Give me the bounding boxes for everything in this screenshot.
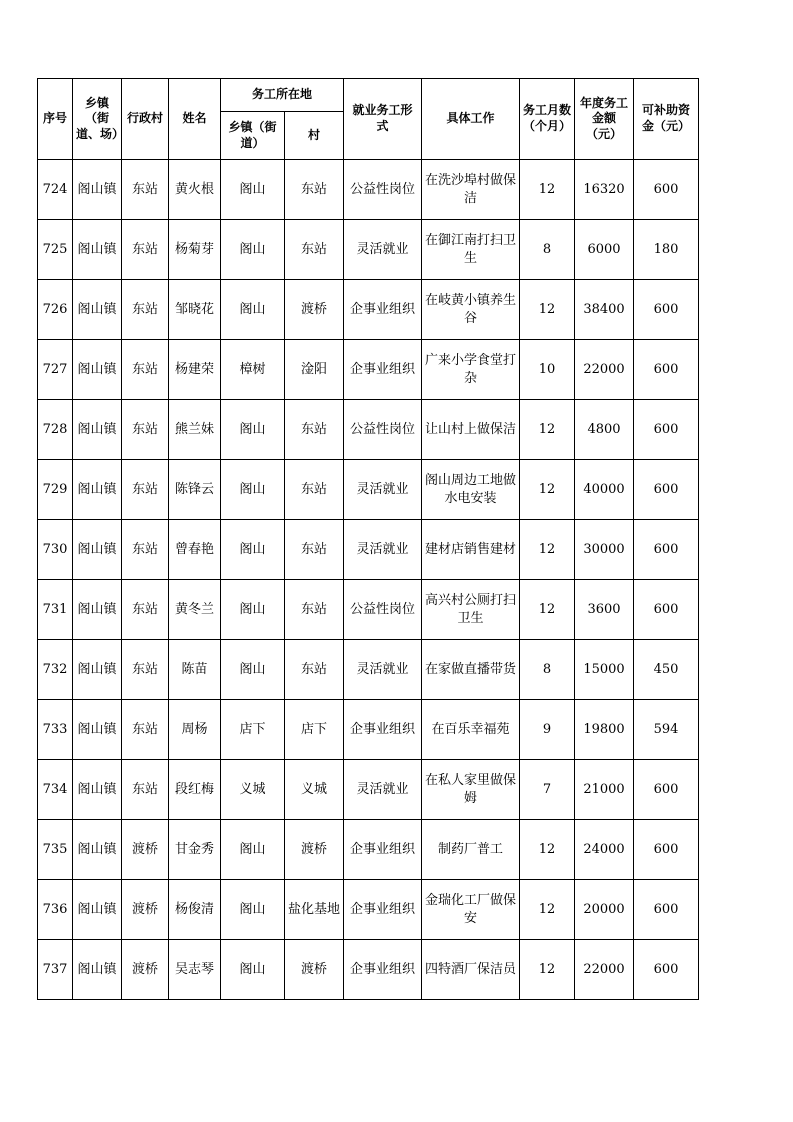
cell-seq: 732	[38, 640, 73, 700]
cell-months: 12	[520, 400, 575, 460]
cell-name: 陈锋云	[169, 460, 221, 520]
cell-annual-amount: 16320	[575, 160, 634, 220]
cell-work-township: 阁山	[221, 280, 285, 340]
cell-township: 阁山镇	[73, 700, 122, 760]
cell-job: 在御江南打扫卫生	[422, 220, 520, 280]
cell-subsidy: 600	[634, 400, 699, 460]
cell-work-township: 樟树	[221, 340, 285, 400]
cell-township: 阁山镇	[73, 580, 122, 640]
table-row	[38, 940, 699, 1000]
cell-township: 阁山镇	[73, 880, 122, 940]
cell-employment-form: 灵活就业	[344, 640, 422, 700]
cell-job: 金瑞化工厂做保安	[422, 880, 520, 940]
cell-village: 渡桥	[122, 820, 169, 880]
cell-employment-form: 灵活就业	[344, 220, 422, 280]
header-employment-form: 就业务工形式	[344, 79, 422, 160]
cell-annual-amount: 24000	[575, 820, 634, 880]
cell-months: 12	[520, 160, 575, 220]
cell-subsidy: 600	[634, 580, 699, 640]
cell-work-township: 义城	[221, 760, 285, 820]
cell-village: 东站	[122, 520, 169, 580]
table-row	[38, 520, 699, 580]
cell-employment-form: 公益性岗位	[344, 400, 422, 460]
cell-village: 东站	[122, 460, 169, 520]
cell-name: 熊兰妹	[169, 400, 221, 460]
cell-subsidy: 600	[634, 520, 699, 580]
cell-seq: 730	[38, 520, 73, 580]
table-header	[38, 79, 699, 160]
cell-employment-form: 公益性岗位	[344, 160, 422, 220]
cell-work-village: 东站	[285, 460, 344, 520]
cell-annual-amount: 15000	[575, 640, 634, 700]
cell-name: 杨俊清	[169, 880, 221, 940]
cell-name: 陈苗	[169, 640, 221, 700]
table-row	[38, 640, 699, 700]
cell-name: 黄冬兰	[169, 580, 221, 640]
cell-name: 曾春艳	[169, 520, 221, 580]
cell-annual-amount: 6000	[575, 220, 634, 280]
cell-village: 东站	[122, 160, 169, 220]
table-row	[38, 580, 699, 640]
cell-work-township: 阁山	[221, 220, 285, 280]
cell-subsidy: 180	[634, 220, 699, 280]
cell-township: 阁山镇	[73, 520, 122, 580]
cell-village: 东站	[122, 280, 169, 340]
cell-employment-form: 企事业组织	[344, 820, 422, 880]
cell-annual-amount: 4800	[575, 400, 634, 460]
header-annual-amount: 年度务工金额（元）	[575, 79, 634, 160]
cell-work-township: 阁山	[221, 880, 285, 940]
cell-subsidy: 600	[634, 460, 699, 520]
cell-village: 东站	[122, 340, 169, 400]
cell-months: 12	[520, 520, 575, 580]
cell-work-township: 阁山	[221, 640, 285, 700]
cell-village: 东站	[122, 580, 169, 640]
cell-months: 12	[520, 280, 575, 340]
header-seq: 序号	[38, 79, 73, 160]
cell-work-village: 东站	[285, 400, 344, 460]
header-subsidy: 可补助资金（元）	[634, 79, 699, 160]
cell-job: 在洗沙埠村做保洁	[422, 160, 520, 220]
cell-township: 阁山镇	[73, 160, 122, 220]
header-work-location-group: 务工所在地	[221, 79, 344, 112]
cell-name: 吴志琴	[169, 940, 221, 1000]
cell-work-village: 渡桥	[285, 820, 344, 880]
cell-subsidy: 600	[634, 340, 699, 400]
employment-subsidy-table	[37, 78, 699, 1000]
header-months: 务工月数（个月）	[520, 79, 575, 160]
table-row	[38, 820, 699, 880]
cell-job: 高兴村公厕打扫卫生	[422, 580, 520, 640]
cell-township: 阁山镇	[73, 940, 122, 1000]
cell-months: 10	[520, 340, 575, 400]
cell-township: 阁山镇	[73, 400, 122, 460]
table-row	[38, 400, 699, 460]
cell-job: 在百乐幸福苑	[422, 700, 520, 760]
cell-work-village: 东站	[285, 160, 344, 220]
cell-subsidy: 600	[634, 880, 699, 940]
cell-name: 黄火根	[169, 160, 221, 220]
cell-seq: 724	[38, 160, 73, 220]
cell-village: 东站	[122, 760, 169, 820]
cell-annual-amount: 20000	[575, 880, 634, 940]
cell-seq: 733	[38, 700, 73, 760]
header-work-township: 乡镇（街道）	[221, 112, 285, 160]
cell-months: 12	[520, 460, 575, 520]
table-row	[38, 220, 699, 280]
table-row	[38, 340, 699, 400]
cell-job: 让山村上做保洁	[422, 400, 520, 460]
header-village: 行政村	[122, 79, 169, 160]
table-row	[38, 280, 699, 340]
cell-employment-form: 灵活就业	[344, 460, 422, 520]
cell-work-township: 阁山	[221, 520, 285, 580]
cell-seq: 729	[38, 460, 73, 520]
cell-annual-amount: 3600	[575, 580, 634, 640]
cell-work-village: 东站	[285, 520, 344, 580]
cell-work-village: 淦阳	[285, 340, 344, 400]
cell-employment-form: 公益性岗位	[344, 580, 422, 640]
table-row	[38, 460, 699, 520]
cell-seq: 736	[38, 880, 73, 940]
cell-subsidy: 600	[634, 820, 699, 880]
cell-job: 在岐黄小镇养生谷	[422, 280, 520, 340]
cell-work-township: 阁山	[221, 940, 285, 1000]
cell-employment-form: 灵活就业	[344, 760, 422, 820]
cell-name: 杨建荣	[169, 340, 221, 400]
cell-months: 8	[520, 640, 575, 700]
cell-annual-amount: 22000	[575, 940, 634, 1000]
cell-job: 四特酒厂保洁员	[422, 940, 520, 1000]
cell-subsidy: 600	[634, 760, 699, 820]
cell-work-village: 盐化基地	[285, 880, 344, 940]
cell-employment-form: 企事业组织	[344, 340, 422, 400]
cell-seq: 737	[38, 940, 73, 1000]
cell-name: 甘金秀	[169, 820, 221, 880]
cell-seq: 726	[38, 280, 73, 340]
cell-employment-form: 企事业组织	[344, 880, 422, 940]
cell-job: 在私人家里做保姆	[422, 760, 520, 820]
header-row-top	[38, 79, 699, 112]
cell-name: 杨菊芽	[169, 220, 221, 280]
cell-work-township: 阁山	[221, 400, 285, 460]
cell-work-township: 阁山	[221, 460, 285, 520]
cell-seq: 734	[38, 760, 73, 820]
cell-village: 东站	[122, 220, 169, 280]
cell-subsidy: 600	[634, 940, 699, 1000]
cell-work-village: 店下	[285, 700, 344, 760]
cell-annual-amount: 19800	[575, 700, 634, 760]
table-row	[38, 760, 699, 820]
cell-months: 9	[520, 700, 575, 760]
header-job: 具体工作	[422, 79, 520, 160]
header-township: 乡镇（街道、场）	[73, 79, 122, 160]
cell-township: 阁山镇	[73, 460, 122, 520]
cell-name: 段红梅	[169, 760, 221, 820]
cell-job: 阁山周边工地做水电安装	[422, 460, 520, 520]
cell-job: 广来小学食堂打杂	[422, 340, 520, 400]
table-body	[38, 160, 699, 1000]
cell-employment-form: 企事业组织	[344, 940, 422, 1000]
cell-work-village: 东站	[285, 580, 344, 640]
cell-work-village: 东站	[285, 220, 344, 280]
cell-township: 阁山镇	[73, 820, 122, 880]
cell-township: 阁山镇	[73, 640, 122, 700]
cell-work-village: 东站	[285, 640, 344, 700]
cell-village: 渡桥	[122, 940, 169, 1000]
cell-township: 阁山镇	[73, 280, 122, 340]
cell-work-township: 店下	[221, 700, 285, 760]
cell-subsidy: 450	[634, 640, 699, 700]
cell-work-township: 阁山	[221, 160, 285, 220]
cell-months: 12	[520, 820, 575, 880]
cell-employment-form: 企事业组织	[344, 700, 422, 760]
cell-job: 建材店销售建材	[422, 520, 520, 580]
cell-seq: 735	[38, 820, 73, 880]
cell-months: 7	[520, 760, 575, 820]
header-name: 姓名	[169, 79, 221, 160]
cell-annual-amount: 21000	[575, 760, 634, 820]
cell-subsidy: 600	[634, 280, 699, 340]
header-work-village: 村	[285, 112, 344, 160]
cell-seq: 725	[38, 220, 73, 280]
cell-months: 12	[520, 580, 575, 640]
cell-name: 周杨	[169, 700, 221, 760]
table-row	[38, 700, 699, 760]
cell-village: 东站	[122, 700, 169, 760]
cell-work-village: 义城	[285, 760, 344, 820]
cell-work-township: 阁山	[221, 820, 285, 880]
cell-subsidy: 600	[634, 160, 699, 220]
cell-job: 制药厂普工	[422, 820, 520, 880]
table-row	[38, 160, 699, 220]
cell-employment-form: 灵活就业	[344, 520, 422, 580]
cell-work-township: 阁山	[221, 580, 285, 640]
cell-annual-amount: 38400	[575, 280, 634, 340]
table-row	[38, 880, 699, 940]
cell-job: 在家做直播带货	[422, 640, 520, 700]
cell-months: 8	[520, 220, 575, 280]
cell-annual-amount: 22000	[575, 340, 634, 400]
cell-months: 12	[520, 940, 575, 1000]
cell-village: 渡桥	[122, 880, 169, 940]
cell-employment-form: 企事业组织	[344, 280, 422, 340]
cell-township: 阁山镇	[73, 340, 122, 400]
cell-seq: 728	[38, 400, 73, 460]
cell-seq: 731	[38, 580, 73, 640]
cell-village: 东站	[122, 400, 169, 460]
cell-work-village: 渡桥	[285, 940, 344, 1000]
cell-township: 阁山镇	[73, 220, 122, 280]
cell-seq: 727	[38, 340, 73, 400]
cell-name: 邹晓花	[169, 280, 221, 340]
cell-village: 东站	[122, 640, 169, 700]
cell-subsidy: 594	[634, 700, 699, 760]
cell-township: 阁山镇	[73, 760, 122, 820]
cell-months: 12	[520, 880, 575, 940]
cell-annual-amount: 30000	[575, 520, 634, 580]
cell-work-village: 渡桥	[285, 280, 344, 340]
cell-annual-amount: 40000	[575, 460, 634, 520]
